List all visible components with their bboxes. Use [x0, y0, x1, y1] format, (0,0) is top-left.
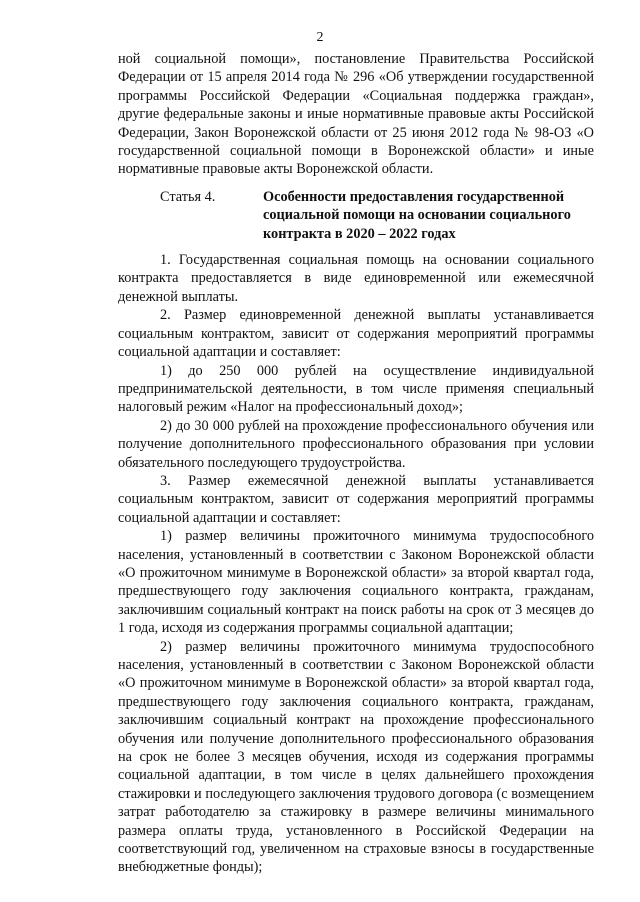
paragraph-3-item-1: 1) размер величины прожиточного минимума трудоспособного населения, установленный в соответствии с Законом Воронежской области «О прожиточном минимуме в Воронежской области» за второй квартал года, предшествующего году заключения социального контракта, гражданам, заключившим социальный контракт на поиск работы на срок от 3 месяцев до 1 года, исходя из содержания программы социальной адаптации; — [118, 528, 594, 637]
article-title-line: социальной помощи на основании социального — [263, 207, 571, 224]
paragraph-3-item-2: 2) размер величины прожиточного минимума трудоспособного населения, установленный в соответствии с Законом Воронежской области «О прожиточном минимуме в Воронежской области» за второй квартал года, предшествующего году заключения социального контракта, гражданам, заключившим социальный контракт на прохождение профессионального обучения или получение дополнительного профессионального образования на срок не более 3 месяцев обучения, исходя из содержания программы социальной адаптации, в том числе в целях дальнейшего прохождения стажировки и последующего заключения трудового договора (с возмещением затрат работодателю за стажировку в размере величины минимального размера оплаты труда, установленного в Российской Федерации на соответствующий год, увеличенном на страховые взносы в государственные внебюджетные фонды); — [118, 638, 594, 876]
page-number: 2 — [316, 30, 324, 45]
paragraph-3: 3. Размер ежемесячной денежной выплаты устанавливается социальным контрактом, зависит от содержания мероприятий программы социальной адаптации и составляет: — [118, 472, 594, 526]
article-title-line: контракта в 2020 – 2022 годах — [263, 225, 456, 242]
paragraph-2-item-2: 2) до 30 000 рублей на прохождение профессионального обучения или получение дополнительного профессионального образования при условии обязательного последующего трудоустройства. — [118, 417, 594, 471]
paragraph-2-item-1: 1) до 250 000 рублей на осуществление индивидуальной предпринимательской деятельности, в том числе применяя специальный налоговый режим «Налог на профессиональный доход»; — [118, 362, 594, 416]
paragraph-1: 1. Государственная социальная помощь на основании социального контракта предоставляется в виде единовременной или ежемесячной денежной выплаты. — [118, 252, 594, 305]
article-label: Статья 4. — [160, 188, 216, 205]
paragraph-2: 2. Размер единовременной денежной выплаты устанавливается социальным контрактом, зависит от содержания мероприятий программы социальной адаптации и составляет: — [118, 307, 594, 361]
intro-paragraph: ной социальной помощи», постановление Правительства Российской Федерации от 15 апреля 2014 года № 296 «Об утверждении государственной программы Российской Федерации «Социальная поддержка граждан», другие федеральные законы и иные нормативные правовые акты Российской Федерации, Закон Воронежской области от 25 июня 2012 года № 98-ОЗ «О государственной социальной помощи в Воронежской области» и иные нормативные правовые акты Воронежской области. — [118, 51, 594, 178]
article-heading — [118, 188, 594, 243]
document-body — [118, 50, 594, 877]
article-title-line: Особенности предоставления государственной — [263, 188, 565, 205]
article-title — [260, 188, 593, 243]
